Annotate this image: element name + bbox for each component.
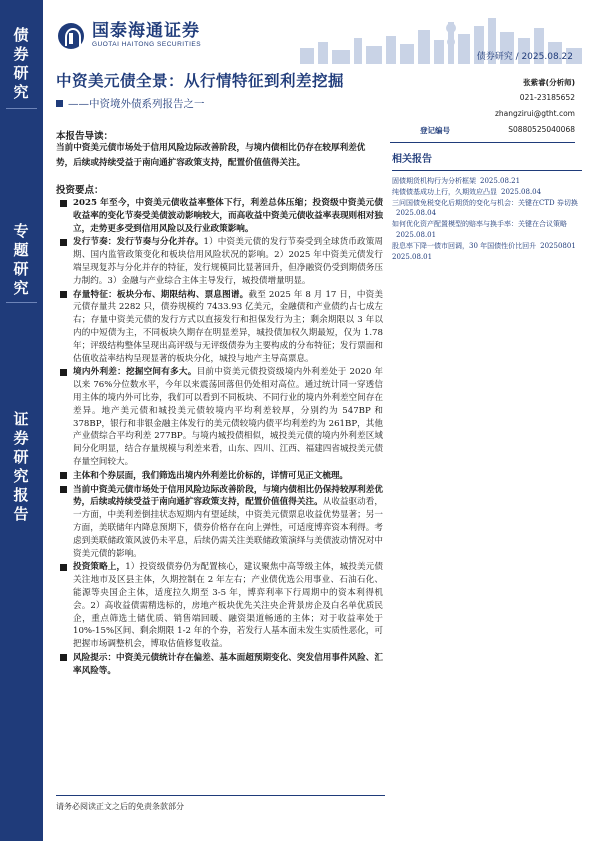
- related-report-date: 2025.08.01: [396, 230, 437, 239]
- investment-point-body: 截至 2025 年 8 月 17 日，中资美元债存量共 2282 只，债券规模约 7433.93 亿美元，金融债和产业债约占七成左右；存量中资美元债的发行方式以直接发行和担保发行为主；剩余期限以 3 年以内的中短债为主，不同板块久期存在明显差异，城投债加权久期最短，仅为 1.78 年；评级结构整体呈现出高评级与无评级债券为主要构成的分布特征；发行票面和估值收益率结构呈现显著的板块分化，城投与地产主导高票息。: [73, 289, 383, 364]
- investment-point-lead: 2025 年至今，中资美元债收益率整体下行，利差总体压缩；投资级中资美元债收益率的变化节奏受美债波动影响较大，而高收益中资美元债收益率表现则相对独立，走势更多受到信用风险以及行业政策影响。: [73, 198, 383, 234]
- guide-heading: 本报告导读：: [56, 131, 114, 142]
- investment-point: [60, 236, 383, 287]
- investment-point-body: 1）投资级债券仍为配置核心，建议聚焦中高等级主体，城投美元债关注地市及区县主体，久期控制在 2 年左右；产业债优选公用事业、石油石化、能源等央国企主体，适度拉久期至 3-5 年，博弈利率下行周期中的资本利得机会。2）高收益债需精选标的，房地产板块优先关注央企背景房企及白名单优质民企，重点筛选土储优质、销售端回暖、融资渠道畅通的主体；对于收益率处于 10%-15%区间、剩余期限 1-2 年的个券，若发行人基本面未发生实质性恶化，可把握市场调整机会，博取估值修复收益。: [73, 562, 383, 650]
- sidebar-divider: [6, 302, 37, 303]
- author-phone: 021-23185652: [519, 93, 575, 102]
- logo-mark-icon: [58, 23, 84, 49]
- related-report-title: 股息率下降一债市回调，30 年国债性价比回升: [392, 241, 537, 250]
- related-report-date: 20250801 2025.08.01: [392, 241, 576, 261]
- author-name: 张紫睿(分析师): [523, 78, 575, 87]
- disclaimer-note: 请务必阅读正文之后的免责条款部分: [56, 802, 184, 811]
- investment-point-lead: 当前中资美元债市场处于信用风险边际改善阶段，与境内债相比仍保持较厚利差优势，后续或持续受益于南向通扩容政策支持，配置价值值得关注。: [73, 484, 383, 508]
- square-bullet-icon: [56, 100, 63, 107]
- investment-point-lead: 发行节奏：发行节奏与分化并存。: [73, 237, 204, 248]
- related-report-date: 2025.08.21: [480, 177, 521, 185]
- investment-point: [60, 289, 383, 366]
- investment-point-lead: 投资策略上，: [73, 562, 126, 573]
- author-divider: [390, 142, 575, 143]
- investment-point-body: 从收益驱动看，一方面，中美利差倒挂状态短期内有望延续，中资美元债票息收益优势显著；另一方面，美联储年内降息预期下，债券价格存在向上弹性，可适度博弈资本利得。考虑到美联储政策风波仍未平息，后续仍需关注美联储政策演绎与美债波动情况对中资美元债的影响。: [73, 497, 383, 559]
- guide-summary: 当前中资美元债市场处于信用风险边际改善阶段，与境内债相比仍存在较厚利差优势，后续或持续受益于南向通扩容政策支持，配置价值值得关注。: [56, 143, 366, 168]
- investment-point-lead: 风险提示：中资美元债统计存在偏差、基本面超预期变化、突发信用事件风险、汇率风险等。: [73, 652, 383, 676]
- report-subtitle: [56, 96, 205, 111]
- investment-point: [60, 484, 383, 561]
- investment-point: [60, 197, 383, 235]
- related-report-link[interactable]: [392, 241, 582, 263]
- investment-point-body: 1）中资美元债的发行节奏受到全球货币政策周期、国内监管政策变化和板块信用风险状况的影响。2）2025 年中资美元债发行端呈现复苏与分化并存的特征，发行规模同比显著回升，但净融资仍受到期债务压力制约。3）金融与产业综合主体主导发行，城投债增量明显。: [73, 237, 383, 286]
- registration-number: S0880525040068: [508, 125, 575, 134]
- related-reports-heading: 相关报告: [392, 150, 582, 171]
- related-report-date: 2025.08.04: [501, 187, 542, 196]
- sidebar-label-special-research: 专 题 研 究: [13, 222, 30, 297]
- header-category-date: 债券研究 / 2025.08.22: [476, 52, 573, 62]
- investment-point-lead: 境内外利差：挖掘空间有多大。: [73, 367, 197, 378]
- investment-points-heading: 投资要点：: [56, 185, 104, 196]
- related-report-title: 如何优化资产配置模型的赔率与换手率：关键在合议策略: [392, 220, 567, 229]
- related-reports: [392, 150, 582, 262]
- investment-point: [60, 652, 383, 678]
- related-report-link[interactable]: [392, 219, 582, 241]
- related-report-link[interactable]: [392, 176, 582, 187]
- related-report-date: 2025.08.04: [396, 209, 437, 218]
- related-report-title: 固债期货机构行为分析框架: [392, 177, 476, 185]
- investment-point: [60, 561, 383, 651]
- related-reports-list: [392, 176, 582, 262]
- registration-label: 登记编号: [420, 126, 450, 135]
- investment-points-list: [60, 197, 383, 678]
- investment-point-body: 目前中资美元债投资级境内外利差处于 2020 年以来 76%分位数水平，今年以来震荡回落但仍处相对高位。通过统计同一穿透信用主体的境内外可比券，我们可以看到不同板块、不同行业的境内外利差空间存在差异。地产美元债和城投美元债较境内平均利差较厚，分别约为 547BP 和 378BP，银行和非银金融主体发行的美元债较境内债平均利差约为 261BP，其他产业债综合平均利差 277BP。与境内城投债相似，城投美元债的境内外利差区域间分化明显，结合存量规模与利差来看，山东、四川、江西、福建四省城投美元债存量空间较大。: [73, 367, 383, 467]
- related-report-link[interactable]: [392, 198, 582, 220]
- logo-chinese-name: 国泰海通证券: [92, 21, 200, 41]
- logo-english-name: GUOTAI HAITONG SECURITIES: [92, 41, 202, 48]
- report-title: 中资美元债全景：从行情特征到利差挖掘: [56, 71, 345, 90]
- footer-divider: [56, 795, 385, 796]
- report-subtitle-text: ——中资境外债系列报告之一: [68, 98, 205, 110]
- investment-point-lead: 主体和个券层面，我们筛选出境内外利差比价标的，详情可见正文梳理。: [73, 470, 349, 481]
- related-report-title: 三问国债免税变化后期货的变化与机会：关键在CTD 券切换: [392, 198, 578, 207]
- investment-point-lead: 存量特征：板块分布、期限结构、票息图谱。: [73, 289, 249, 300]
- author-email[interactable]: zhangzirui@gtht.com: [494, 109, 575, 118]
- sidebar-divider: [6, 108, 37, 109]
- company-logo: [58, 22, 201, 49]
- related-report-title: 纯债债基成功上行，久期效应凸显: [392, 187, 497, 196]
- related-report-link[interactable]: [392, 187, 582, 198]
- sidebar-label-securities-report: 证 券 研 究 报 告: [13, 410, 30, 523]
- sidebar: [0, 0, 43, 841]
- investment-point: [60, 470, 383, 483]
- investment-point: [60, 366, 383, 468]
- sidebar-label-bond-research: 债 券 研 究: [13, 26, 30, 101]
